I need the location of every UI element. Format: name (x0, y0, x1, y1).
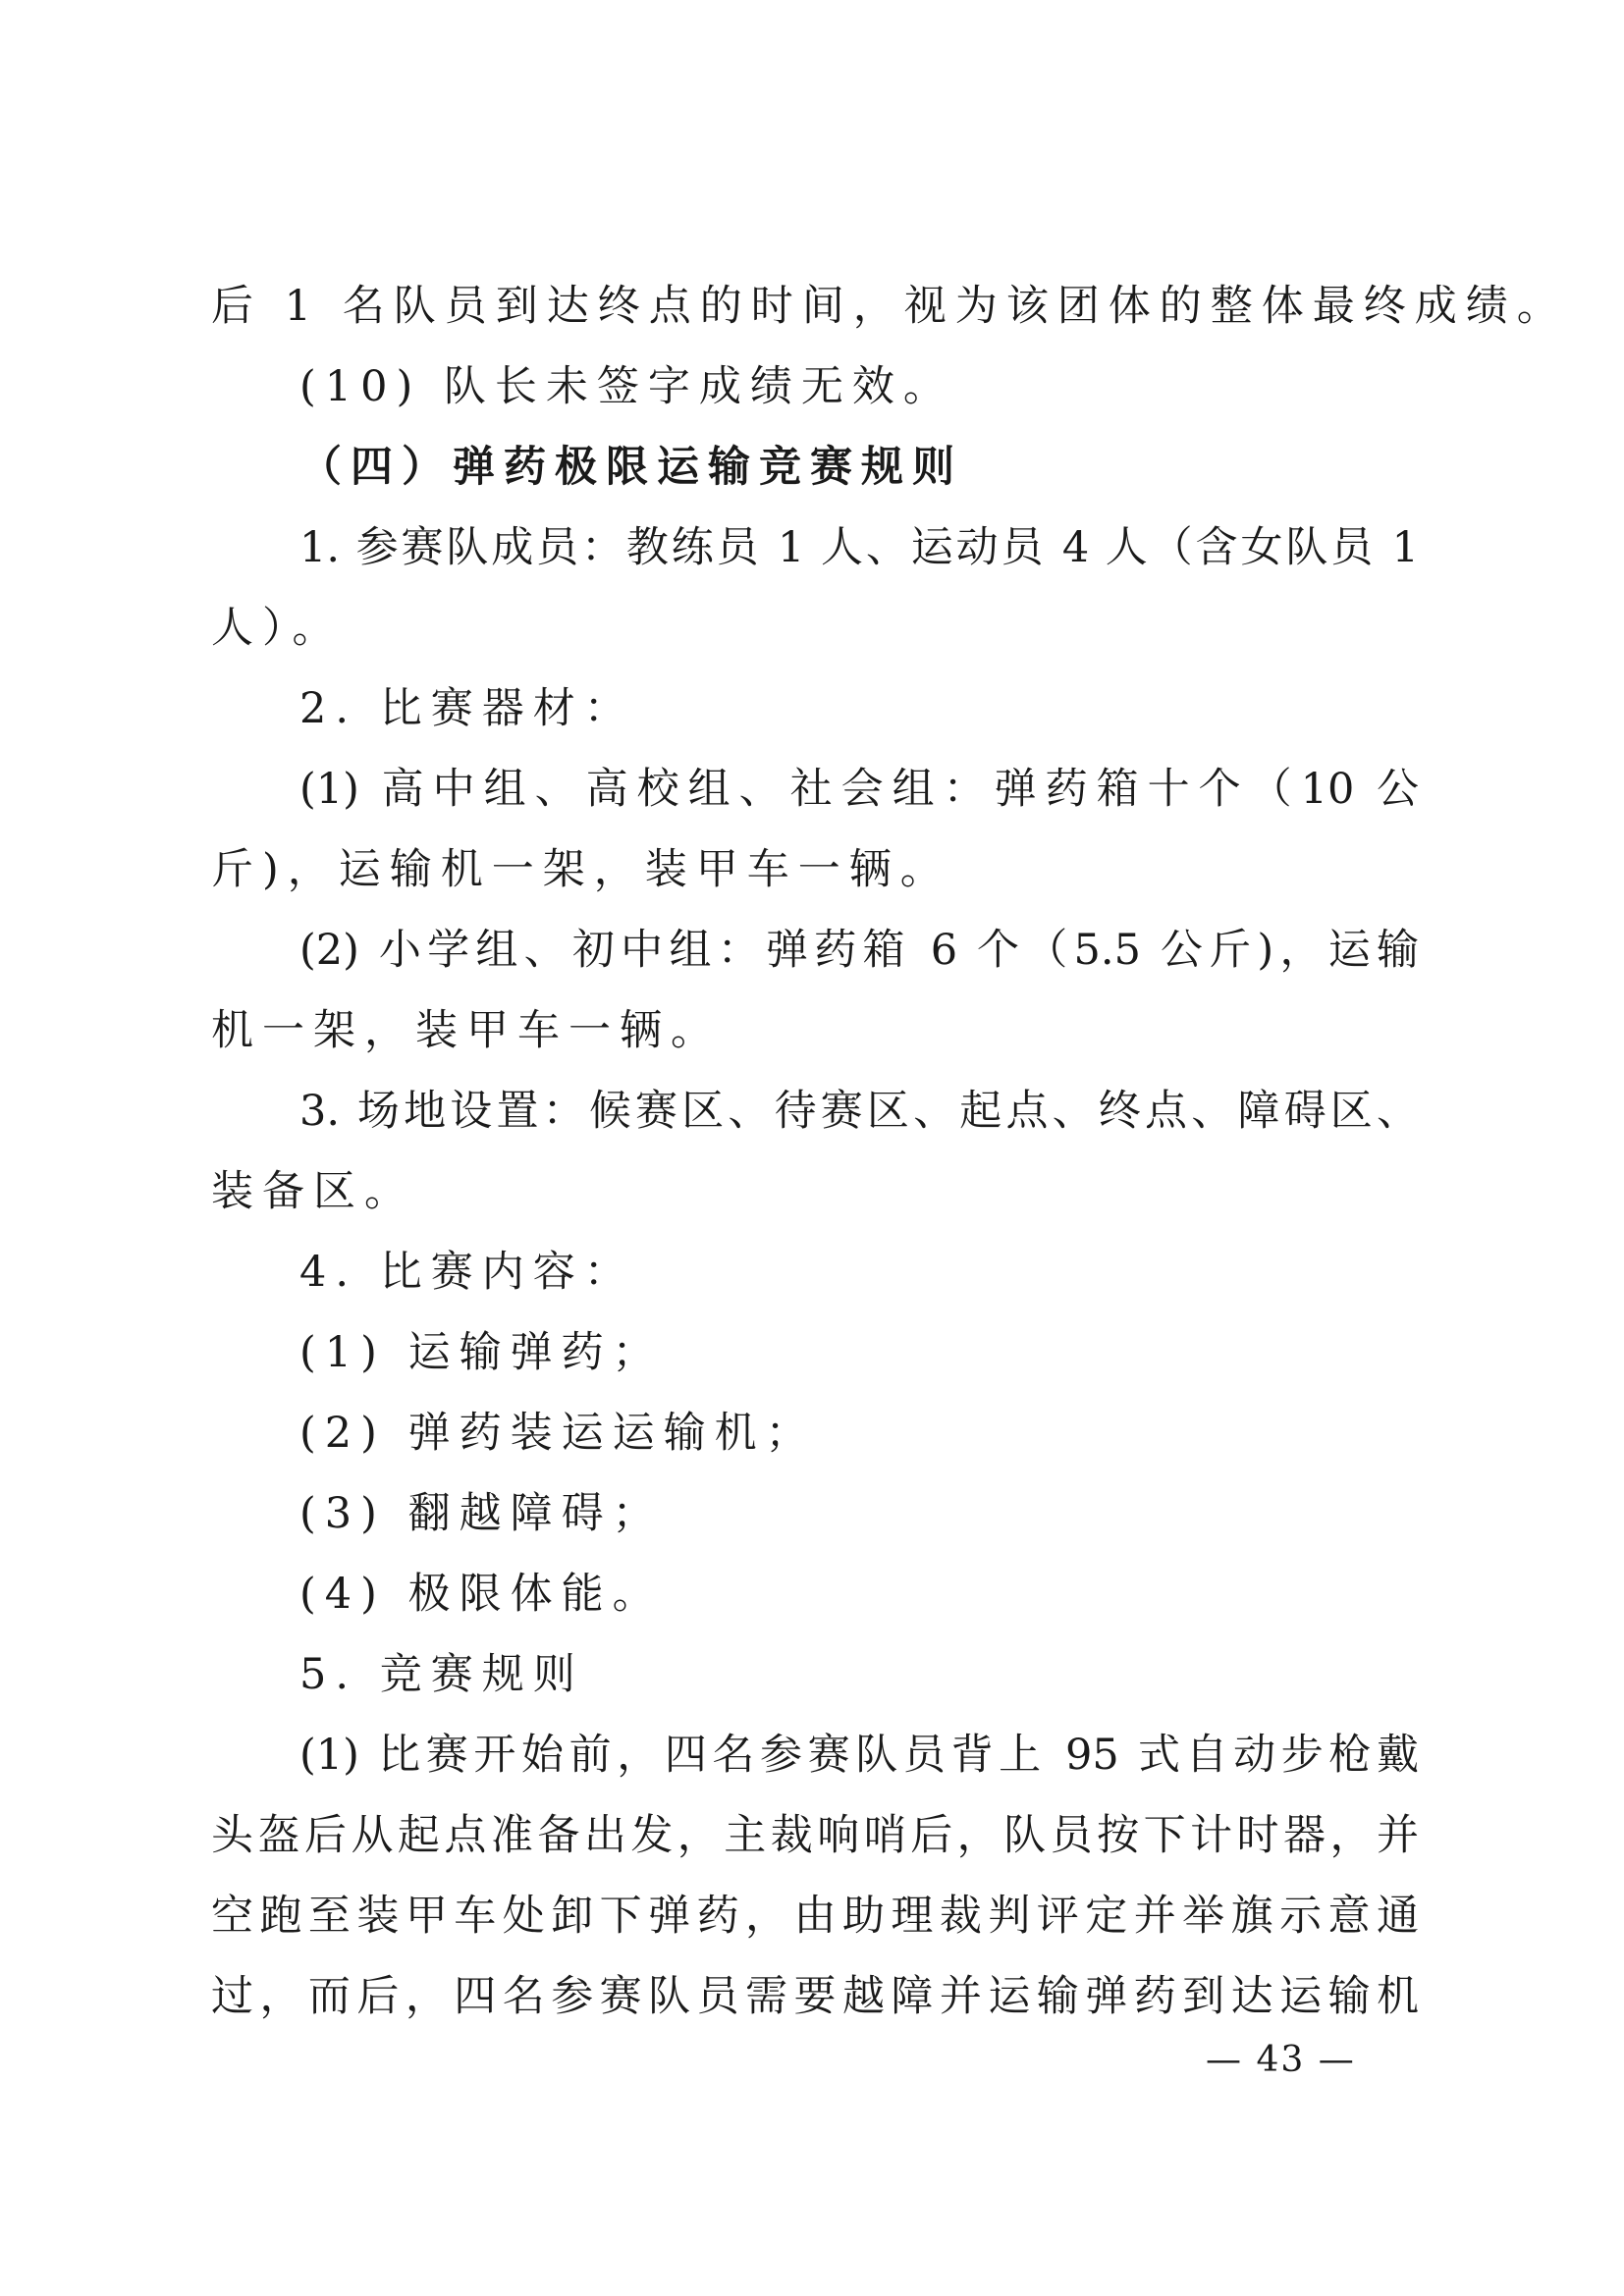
paragraph-line: 1. 参赛队成员：教练员 1 人、运动员 4 人（含女队员 1 (299, 523, 1419, 572)
paragraph-line: 4. 比赛内容： (299, 1248, 635, 1297)
paragraph-line: (10) 队长未签字成绩无效。 (299, 362, 954, 411)
paragraph-line: 人）。 (211, 604, 344, 653)
paragraph-line: 后 1 名队员到达终点的时间，视为该团体的整体最终成绩。 (211, 282, 1568, 331)
paragraph-line: 过，而后，四名参赛队员需要越障并运输弹药到达运输机 (211, 1972, 1419, 2021)
paragraph-line: 机一架，装甲车一辆。 (211, 1006, 722, 1055)
paragraph-line: (2) 小学组、初中组：弹药箱 6 个（5.5 公斤)，运输 (299, 926, 1419, 975)
paragraph-line: 空跑至装甲车处卸下弹药，由助理裁判评定并举旗示意通 (211, 1892, 1419, 1941)
paragraph-line: 头盔后从起点准备出发，主裁响哨后，队员按下计时器，并 (211, 1811, 1419, 1860)
paragraph-line: 3. 场地设置：候赛区、待赛区、起点、终点、障碍区、 (299, 1087, 1419, 1136)
paragraph-line: 2. 比赛器材： (299, 684, 635, 733)
paragraph-line: (1) 运输弹药； (299, 1328, 664, 1377)
paragraph-line: (3) 翻越障碍； (299, 1489, 664, 1538)
paragraph-line: (1) 比赛开始前，四名参赛队员背上 95 式自动步枪戴 (299, 1731, 1419, 1780)
paragraph-line: 5. 竞赛规则 (299, 1650, 584, 1699)
paragraph-line: 斤)，运输机一架，装甲车一辆。 (211, 845, 951, 894)
paragraph-line: (1) 高中组、高校组、社会组：弹药箱十个（10 公 (299, 765, 1419, 814)
paragraph-line: (2) 弹药装运运输机； (299, 1409, 817, 1458)
paragraph-line: (4) 极限体能。 (299, 1570, 664, 1619)
paragraph-line: 装备区。 (211, 1167, 415, 1216)
section-heading: （四）弹药极限运输竞赛规则 (299, 443, 963, 492)
page-number: — 43 — (1206, 2040, 1356, 2080)
